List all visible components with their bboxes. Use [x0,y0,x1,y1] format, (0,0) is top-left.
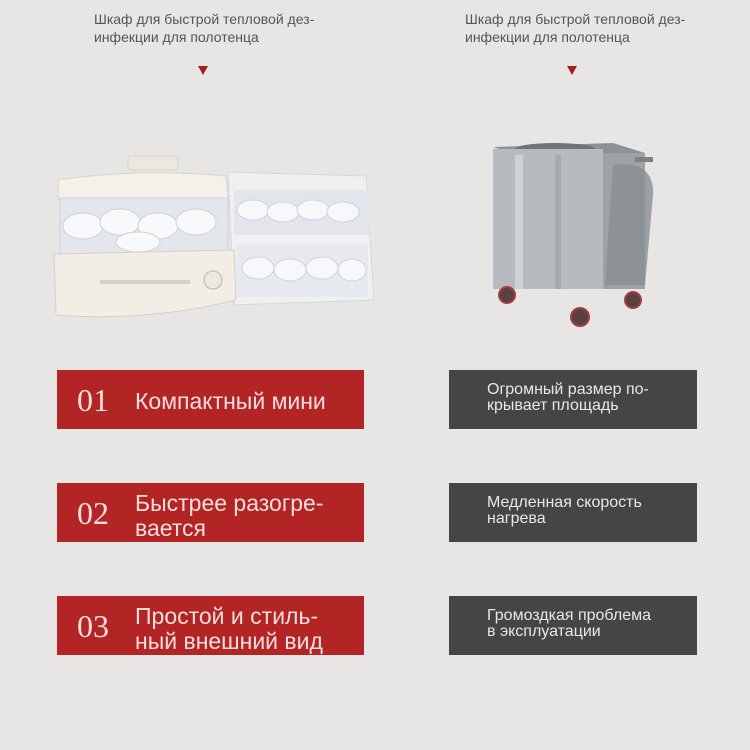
advantage-item [57,483,364,542]
disadvantage-text: Медленная скорость нагрева [487,494,642,527]
advantage-item [57,370,364,429]
advantage-text: Простой и стиль- ный внешний вид [135,603,323,654]
down-arrow-icon [198,66,208,75]
down-arrow-icon [567,66,577,75]
disadvantage-item [449,596,697,655]
stainless-steel-cart-image [485,135,660,335]
advantage-text: Компактный мини [135,388,326,414]
disadvantage-item [449,483,697,542]
disadvantage-item [449,370,697,429]
disadvantage-text: Громоздкая проблема в эксплуатации [487,607,651,640]
advantage-item [57,596,364,655]
advantage-number: 02 [77,495,109,531]
left-product-caption: Шкаф для быстрой тепловой дез- инфекции для полотенца [94,11,315,45]
advantage-number: 01 [77,382,109,418]
advantage-number: 03 [77,608,109,644]
compact-towel-steamer-image [48,150,378,330]
right-product-caption: Шкаф для быстрой тепловой дез- инфекции для полотенца [465,11,686,45]
disadvantage-text: Огромный размер по- крывает площадь [487,381,649,414]
advantage-text: Быстрее разогре- вается [135,490,324,541]
